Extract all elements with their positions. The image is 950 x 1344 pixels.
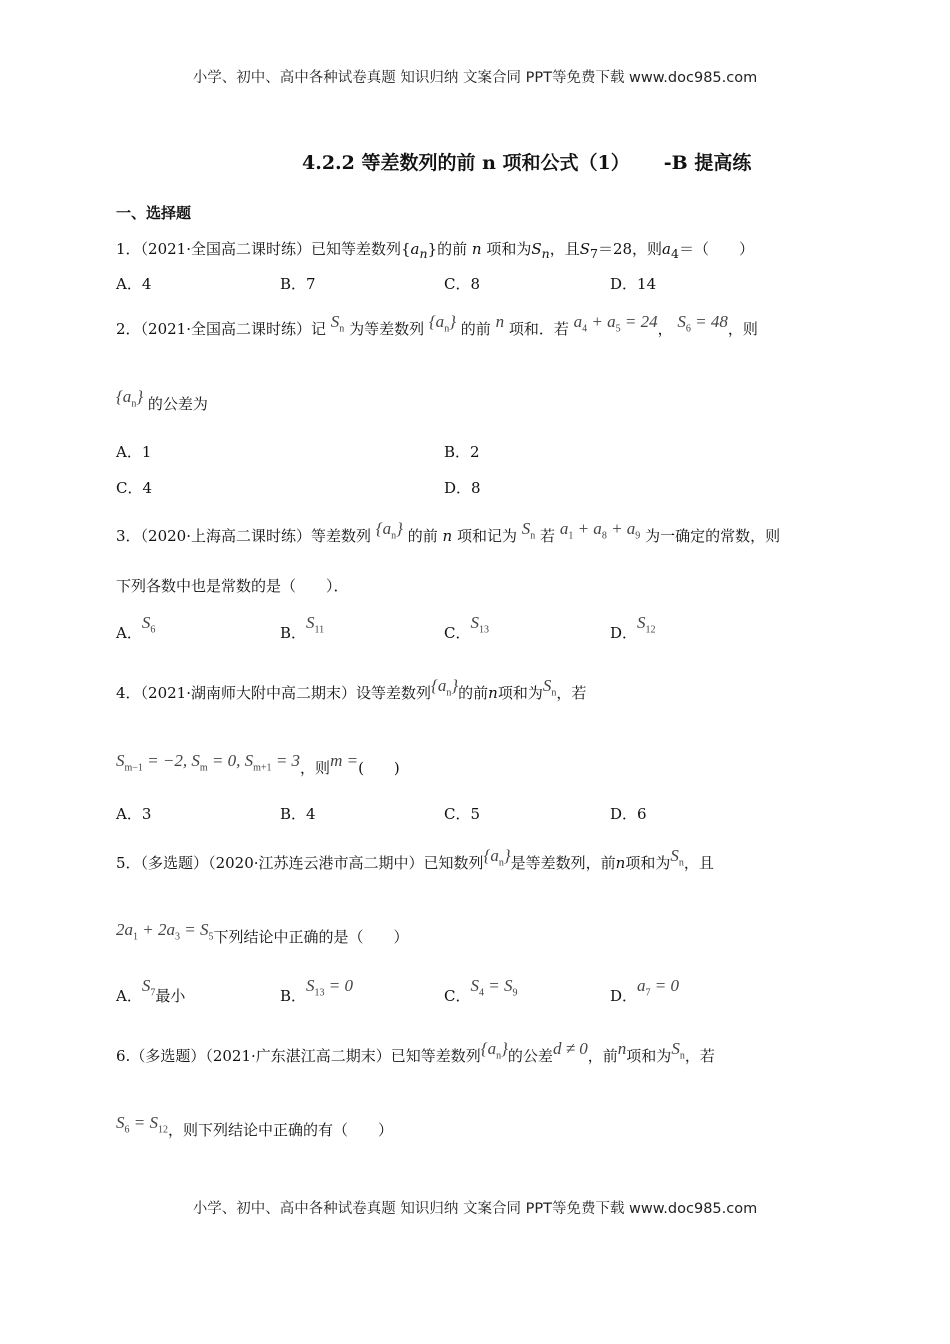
- question-3-line-2: 下列各数中也是常数的是（ ）．: [116, 577, 349, 595]
- q4-option-a[interactable]: A．3: [116, 805, 152, 823]
- page-title: 4.2.2 等差数列的前 n 项和公式（1） -B 提高练: [302, 152, 752, 174]
- question-5: 5．（多选题）（2020·江苏连云港市高二期中）已知数列$\{a_n\}$是等差数列，前n项和为$S_n$，且: [116, 846, 714, 872]
- question-1: 1．（2021·全国高二课时练）已知等差数列$\{a_n\}$的前 n 项和为$S_n$，且$S_7=28$，则$a_4=$（ ）: [116, 240, 754, 261]
- question-6-line-2: $S_6 = S_{12}$，则下列结论中正确的有（ ）: [116, 1113, 393, 1139]
- q3-option-d[interactable]: D．$S_{12}$: [610, 613, 656, 642]
- q1-option-c[interactable]: C．8: [444, 275, 481, 293]
- question-5-line-2: $2a_1 + 2a_3 = S_5$下列结论中正确的是（ ）: [116, 920, 409, 946]
- page-footer: 小学、初中、高中各种试卷真题 知识归纳 文案合同 PPT等免费下载 www.doc985.com: [192, 1201, 758, 1217]
- q4-option-c[interactable]: C．5: [444, 805, 481, 823]
- question-4-line-2: $S_{m-1} = -2$, $S_m = 0$, $S_{m+1} = 3$，则m =( ): [116, 751, 400, 777]
- q3-option-a[interactable]: A．$S_6$: [116, 613, 156, 642]
- q2-option-d[interactable]: D．8: [444, 479, 481, 497]
- section-heading: 一、选择题: [116, 204, 192, 222]
- page-header: 小学、初中、高中各种试卷真题 知识归纳 文案合同 PPT等免费下载 www.doc985.com: [192, 70, 758, 86]
- q5-option-d[interactable]: D．$a_7 = 0$: [610, 976, 680, 1005]
- q2-option-a[interactable]: A．1: [116, 443, 152, 461]
- q5-option-c[interactable]: C．$S_4 = S_9$: [444, 976, 518, 1005]
- question-4: 4．（2021·湖南师大附中高二期末）设等差数列$\{a_n\}$的前n项和为$S_n$，若: [116, 676, 587, 702]
- question-2: 2．（2021·全国高二课时练）记 $S_n$ 为等差数列 $\{a_n\}$ 的前 n 项和．若 $a_4 + a_5 = 24$， $S_6 = 48$，则: [116, 312, 758, 338]
- q1-option-d[interactable]: D．14: [610, 275, 657, 293]
- question-3: 3．（2020·上海高二课时练）等差数列 $\{a_n\}$ 的前 n 项和记为 $S_n$ 若 $a_1 + a_8 + a_9$ 为一确定的常数，则: [116, 519, 781, 545]
- q4-option-b[interactable]: B．4: [280, 805, 316, 823]
- q2-option-c[interactable]: C．4: [116, 479, 153, 497]
- q2-option-b[interactable]: B．2: [444, 443, 480, 461]
- q5-option-b[interactable]: B．$S_{13} = 0$: [280, 976, 354, 1005]
- question-2-line-2: $\{a_n\}$ 的公差为: [116, 387, 208, 413]
- q1-option-b[interactable]: B．7: [280, 275, 316, 293]
- q5-option-a[interactable]: A．$S_7$最小: [116, 976, 186, 1005]
- q3-option-c[interactable]: C．$S_{13}$: [444, 613, 489, 642]
- q3-option-b[interactable]: B．$S_{11}$: [280, 613, 325, 642]
- question-6: 6.（多选题）（2021·广东湛江高二期末）已知等差数列$\{a_n\}$的公差d ≠ 0，前n项和为$S_n$，若: [116, 1039, 715, 1065]
- q4-option-d[interactable]: D．6: [610, 805, 647, 823]
- q1-option-a[interactable]: A．4: [116, 275, 152, 293]
